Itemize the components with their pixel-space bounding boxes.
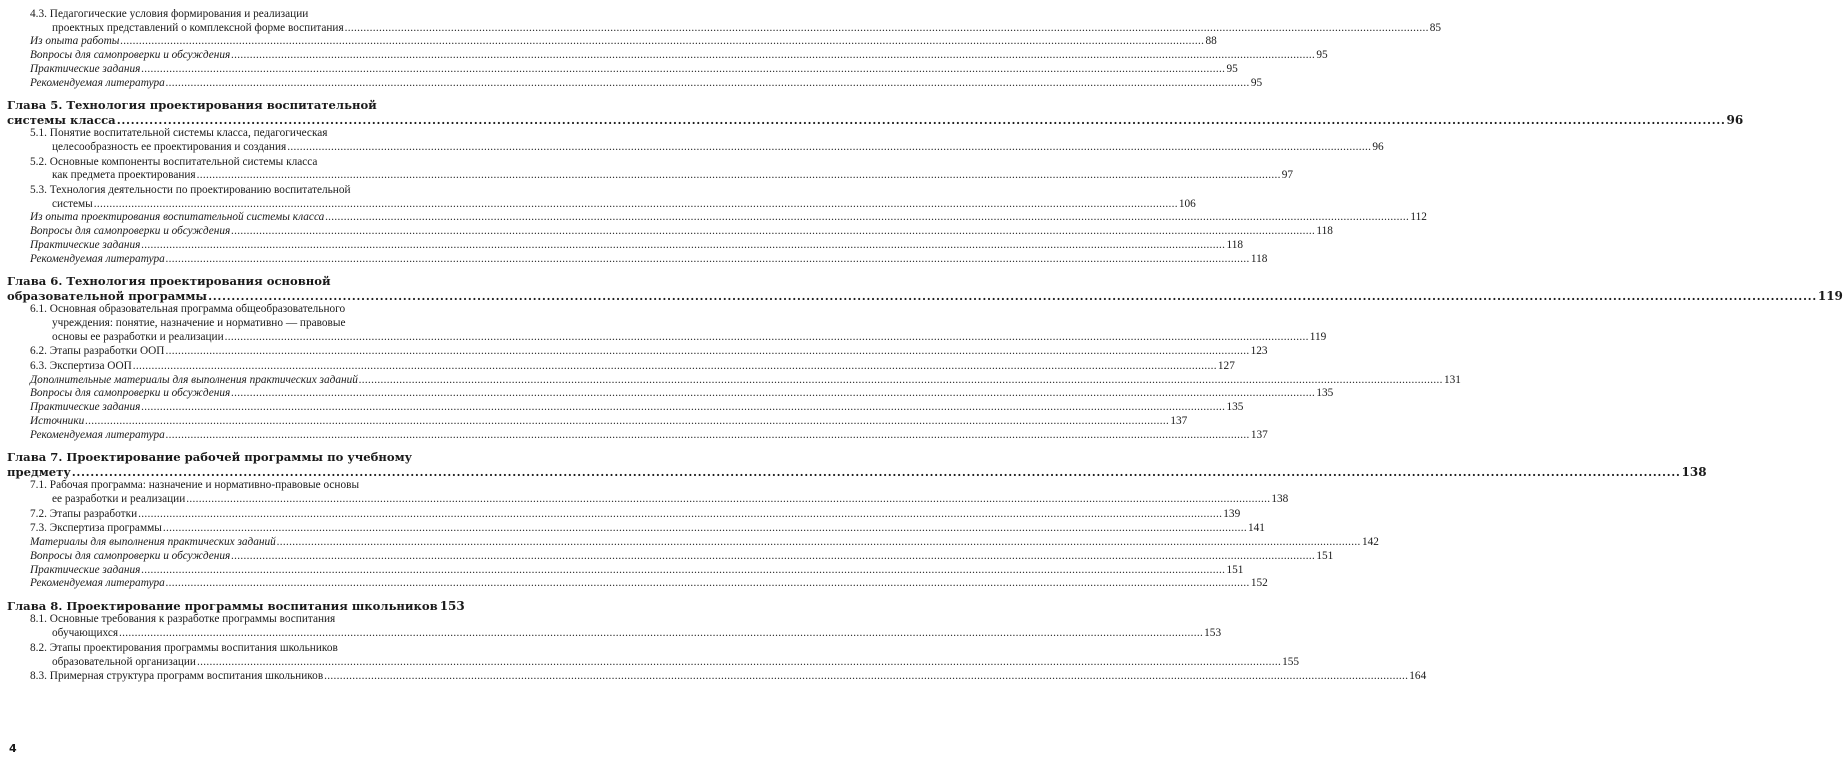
toc-entry-8-1[interactable]: 8.1. Основные требования к разработке программы воспитания обучающихся ..... 153	[7, 613, 447, 640]
toc-entry-materials[interactable]: Материалы для выполнения практических заданий ..... 142	[7, 536, 447, 550]
toc-entry-experience[interactable]: Из опыта проектирования воспитательной системы класса ..... 112	[7, 211, 447, 225]
toc-entry-tasks[interactable]: Практические задания ..... 135	[7, 401, 447, 415]
toc-entry-questions[interactable]: Вопросы для самопроверки и обсуждения ..... 95	[7, 49, 447, 63]
toc-entry-questions[interactable]: Вопросы для самопроверки и обсуждения ..... 135	[7, 387, 447, 401]
toc-entry-5-1[interactable]: 5.1. Понятие воспитательной системы класса, педагогическая целесообразность ее проектирования и создания ..... 96	[7, 127, 447, 154]
toc-entry-8-2[interactable]: 8.2. Этапы проектирования программы воспитания школьников образовательной организации ..... 155	[7, 642, 447, 669]
toc-entry-7-2[interactable]: 7.2. Этапы разработки ..... 139	[7, 508, 447, 522]
toc-entry-experience[interactable]: Из опыта работы ..... 88	[7, 35, 447, 49]
toc-entry-literature[interactable]: Рекомендуемая литература ..... 118	[7, 253, 447, 267]
toc-chapter-8[interactable]: Глава 8. Проектирование программы воспитания школьников 153	[7, 598, 465, 613]
toc-entry-literature[interactable]: Рекомендуемая литература ..... 152	[7, 577, 447, 591]
toc-entry-6-3[interactable]: 6.3. Экспертиза ООП ..... 127	[7, 360, 447, 374]
toc-entry-questions[interactable]: Вопросы для самопроверки и обсуждения ..... 118	[7, 225, 447, 239]
toc-entry-8-3[interactable]: 8.3. Примерная структура программ воспитания школьников ..... 164	[7, 670, 447, 684]
toc-entry-tasks[interactable]: Практические задания ..... 95	[7, 63, 447, 77]
toc-chapter-7[interactable]: Глава 7. Проектирование рабочей программы по учебному предмету ..... 138	[7, 450, 447, 479]
toc-entry-5-3[interactable]: 5.3. Технология деятельности по проектированию воспитательной системы ..... 106	[7, 184, 447, 211]
toc-entry-7-1[interactable]: 7.1. Рабочая программа: назначение и нормативно-правовые основы ее разработки и реализации ..... 138	[7, 479, 447, 506]
toc-entry-4-3[interactable]: 4.3. Педагогические условия формирования и реализации проектных представлений о комплексной форме воспитания ..... 85	[7, 8, 447, 35]
toc-entry-literature[interactable]: Рекомендуемая литература ..... 95	[7, 77, 447, 91]
toc-chapter-5[interactable]: Глава 5. Технология проектирования воспитательной системы класса ..... 96	[7, 98, 447, 127]
toc-entry-sources[interactable]: Источники ..... 137	[7, 415, 447, 429]
toc-entry-7-3[interactable]: 7.3. Экспертиза программы ..... 141	[7, 522, 447, 536]
toc-entry-materials[interactable]: Дополнительные материалы для выполнения практических заданий ..... 131	[7, 374, 447, 388]
toc-chapter-6[interactable]: Глава 6. Технология проектирования основной образовательной программы ..... 119	[7, 274, 447, 303]
toc-entry-tasks[interactable]: Практические задания ..... 118	[7, 239, 447, 253]
table-of-contents	[7, 8, 1843, 684]
toc-entry-tasks[interactable]: Практические задания ..... 151	[7, 564, 447, 578]
toc-entry-5-2[interactable]: 5.2. Основные компоненты воспитательной системы класса как предмета проектирования ..... 97	[7, 156, 447, 183]
toc-entry-6-2[interactable]: 6.2. Этапы разработки ООП ..... 123	[7, 345, 447, 359]
page-number: 4	[9, 742, 17, 755]
toc-entry-questions[interactable]: Вопросы для самопроверки и обсуждения ..... 151	[7, 550, 447, 564]
toc-entry-6-1[interactable]: 6.1. Основная образовательная программа общеобразовательного учреждения: понятие, назначение и нормативно — правовые основы ее разработки и реализации ..... 119	[7, 303, 447, 344]
toc-entry-literature[interactable]: Рекомендуемая литература ..... 137	[7, 429, 447, 443]
